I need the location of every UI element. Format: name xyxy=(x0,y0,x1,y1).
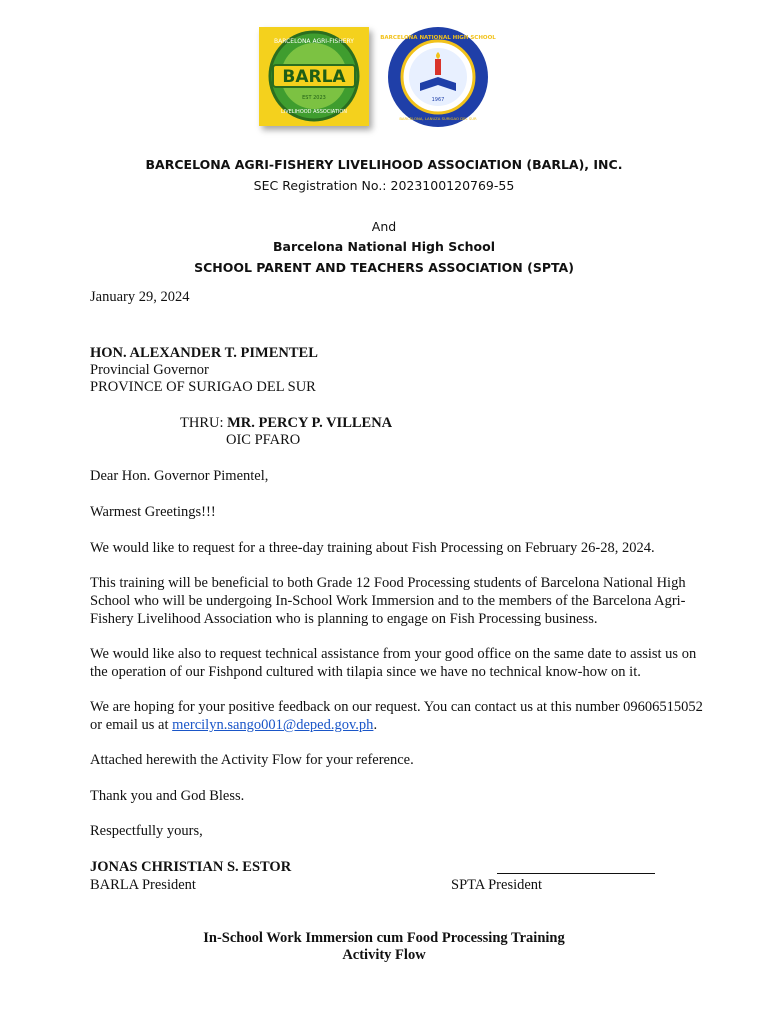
bnhs-logo-bottom-text: BARCELONA, LANUZA SURIGAO DEL SUR xyxy=(399,116,477,121)
email-suffix: . xyxy=(373,717,378,733)
closing: Respectfully yours, xyxy=(90,823,203,839)
barla-logo-year: EST 2023 xyxy=(302,95,326,101)
signatory-left-title: BARLA President xyxy=(90,877,196,893)
paragraph-2-line-3: Fishery Livelihood Association who is planning to engage on Fish Processing business. xyxy=(90,611,598,627)
bnhs-logo-ring-text: BARCELONA NATIONAL HIGH SCHOOL xyxy=(380,35,496,41)
salutation: Dear Hon. Governor Pimentel, xyxy=(90,468,269,484)
activity-title-line-2: Activity Flow xyxy=(342,947,426,963)
sec-registration: SEC Registration No.: 2023100120769-55 xyxy=(253,178,515,193)
paragraph-4-line-1: We are hoping for your positive feedback on our request. You can contact us at this number 09606515052 xyxy=(90,699,703,715)
paragraph-3-line-2: the operation of our Fishpond cultured with tilapia since we have no technical know-how on it. xyxy=(90,664,641,680)
bnhs-seal-logo xyxy=(380,25,496,129)
spta-name: SCHOOL PARENT AND TEACHERS ASSOCIATION (SPTA) xyxy=(194,260,574,275)
paragraph-4-line-2 xyxy=(90,717,377,734)
paragraph-2-line-2: School who will be undergoing In-School Work Immersion and to the members of the Barcelona Agri- xyxy=(90,593,686,609)
thru-label: THRU: xyxy=(180,415,224,431)
paragraph-5: Attached herewith the Activity Flow for your reference. xyxy=(90,752,414,768)
signatory-right-title: SPTA President xyxy=(451,877,543,893)
paragraph-2-line-1: This training will be beneficial to both Grade 12 Food Processing students of Barcelona National High xyxy=(90,575,686,591)
greeting: Warmest Greetings!!! xyxy=(90,504,216,520)
paragraph-6: Thank you and God Bless. xyxy=(90,788,245,804)
school-name: Barcelona National High School xyxy=(272,239,495,254)
recipient-province: PROVINCE OF SURIGAO DEL SUR xyxy=(90,379,316,395)
signature-line xyxy=(497,873,655,874)
barla-logo-ring-text: BARCELONA AGRI-FISHERY xyxy=(274,38,354,45)
signatory-left-name: JONAS CHRISTIAN S. ESTOR xyxy=(90,859,292,875)
org-name: BARCELONA AGRI-FISHERY LIVELIHOOD ASSOCIATION (BARLA), INC. xyxy=(145,157,623,172)
barla-logo-word: BARLA xyxy=(282,67,346,87)
barla-logo xyxy=(259,27,369,126)
recipient-name: HON. ALEXANDER T. PIMENTEL xyxy=(90,345,318,361)
email-prefix: or email us at xyxy=(90,717,173,733)
paragraph-1: We would like to request for a three-day training about Fish Processing on February 26-28, 2024. xyxy=(90,540,655,556)
recipient-title: Provincial Governor xyxy=(90,362,209,378)
thru-line xyxy=(180,415,392,432)
thru-name: MR. PERCY P. VILLENA xyxy=(227,415,393,431)
and-conjunction: And xyxy=(371,219,397,234)
activity-title-line-1: In-School Work Immersion cum Food Processing Training xyxy=(203,930,565,946)
bnhs-logo-year: 1967 xyxy=(431,97,445,103)
barla-logo-bottom-text: LIVELIHOOD ASSOCIATION xyxy=(280,109,348,115)
thru-title: OIC PFARO xyxy=(226,432,301,448)
email-link[interactable]: mercilyn.sango001@deped.gov.ph xyxy=(172,717,374,733)
letter-date: January 29, 2024 xyxy=(90,289,190,305)
paragraph-3-line-1: We would like also to request technical assistance from your good office on the same date to assist us on xyxy=(90,646,697,662)
